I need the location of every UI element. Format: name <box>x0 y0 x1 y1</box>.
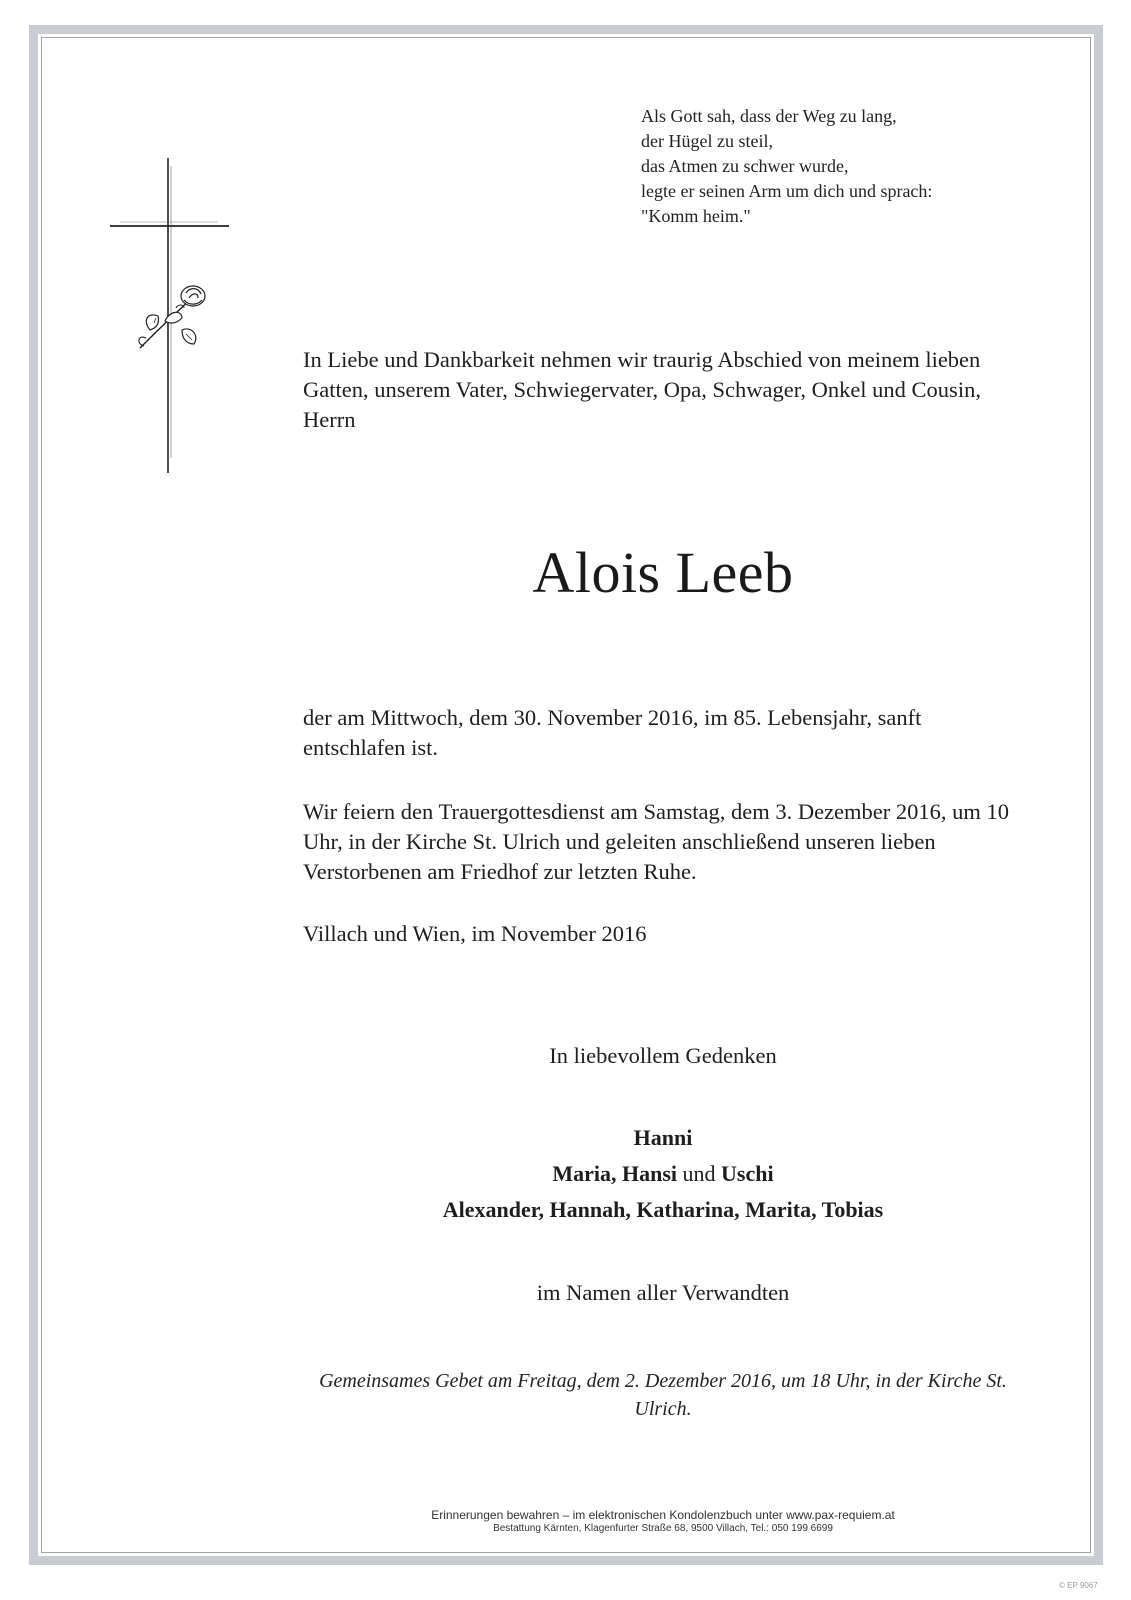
relatives-line: im Namen aller Verwandten <box>536 1280 790 1305</box>
deceased-name: Alois Leeb <box>532 540 794 605</box>
footer <box>303 1508 1023 1535</box>
footer-line-1: Erinnerungen bewahren – im elektronischen Kondolenzbuch unter www.pax-requiem.at <box>431 1508 895 1522</box>
poem-line: das Atmen zu schwer wurde, <box>641 156 849 176</box>
memory-line: In liebevollem Gedenken <box>549 1043 777 1068</box>
poem-line: "Komm heim." <box>641 206 751 226</box>
intro-paragraph: In Liebe und Dankbarkeit nehmen wir traurig Abschied von meinem lieben Gatten, unserem Vater, Schwiegervater, Opa, Schwager, Onkel und Cousin, Herrn <box>303 347 981 432</box>
poem-line: legte er seinen Arm um dich und sprach: <box>641 181 933 201</box>
service-notice: Wir feiern den Trauergottesdienst am Samstag, dem 3. Dezember 2016, um 10 Uhr, in der Kirche St. Ulrich und geleiten anschließend unseren lieben Verstorbenen am Friedhof zur letzten Ruhe. <box>303 799 1010 884</box>
product-code: © EP 9067 <box>1059 1581 1098 1590</box>
death-notice: der am Mittwoch, dem 30. November 2016, im 85. Lebensjahr, sanft entschlafen ist. <box>303 705 922 760</box>
poem <box>641 104 1021 229</box>
poem-line: der Hügel zu steil, <box>641 131 773 151</box>
family-line-2 <box>303 1156 1023 1192</box>
cross-with-rose-icon <box>110 158 235 483</box>
family-names-b: Uschi <box>721 1161 774 1186</box>
family-line-1: Hanni <box>633 1125 693 1150</box>
footer-line-2: Bestattung Kärnten, Klagenfurter Straße 68, 9500 Villach, Tel.: 050 199 6699 <box>493 1523 833 1534</box>
prayer-notice: Gemeinsames Gebet am Freitag, dem 2. Dezember 2016, um 18 Uhr, in der Kirche St. Ulrich. <box>319 1370 1007 1420</box>
poem-line: Als Gott sah, dass der Weg zu lang, <box>641 106 897 126</box>
family-line-3: Alexander, Hannah, Katharina, Marita, Tobias <box>442 1197 884 1222</box>
family-signatures <box>303 1120 1023 1228</box>
family-conjunction: und <box>677 1161 722 1186</box>
place-date: Villach und Wien, im November 2016 <box>303 921 647 946</box>
family-names-a: Maria, Hansi <box>552 1161 678 1186</box>
